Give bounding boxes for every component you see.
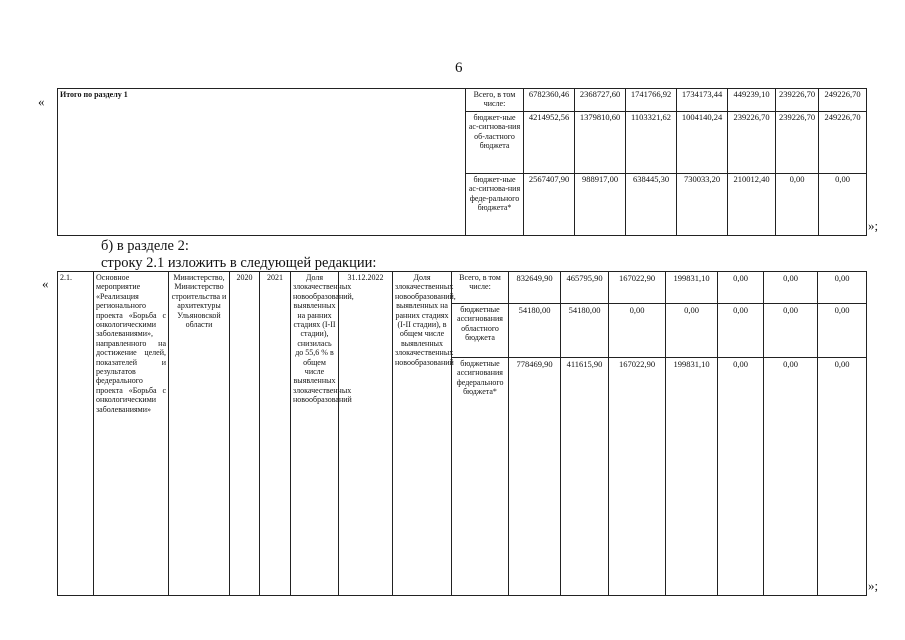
row21-target-indicator: Доля злокачественных новообразований, выявленных на ранних стадиях (I-II стадии), снизилась до 55,6 % в общем числе выявленных злокачественных новообразований xyxy=(291,272,339,596)
section1-cell: 0,00 xyxy=(819,174,867,236)
section1-cell: 0,00 xyxy=(776,174,819,236)
row21-cell: 0,00 xyxy=(764,358,818,596)
section1-cell: 210012,40 xyxy=(728,174,776,236)
row21-cell: 411615,90 xyxy=(561,358,609,596)
row21-cell: 167022,90 xyxy=(609,358,666,596)
row21-cell: 0,00 xyxy=(609,304,666,358)
section1-cell: 1004140,24 xyxy=(677,112,728,174)
section1-cell: 2567407,90 xyxy=(524,174,575,236)
row21-cell: 199831,10 xyxy=(666,272,718,304)
instruction-row21: строку 2.1 изложить в следующей редакции: xyxy=(101,255,377,271)
instruction-section2: б) в разделе 2: xyxy=(101,238,189,254)
section1-source: бюджет-ные ас-сигнова-ния феде-рального бюджета* xyxy=(466,174,524,236)
row21-cell: 778469,90 xyxy=(509,358,561,596)
section1-cell: 2368727,60 xyxy=(575,89,626,112)
section1-label: Итого по разделу 1 xyxy=(58,89,466,236)
closing-quote-1: »; xyxy=(868,218,879,233)
row21-number: 2.1. xyxy=(58,272,94,596)
section1-cell: 449239,10 xyxy=(728,89,776,112)
row21-year-start: 2020 xyxy=(230,272,260,596)
row21-cell: 0,00 xyxy=(818,272,867,304)
section1-cell: 6782360,46 xyxy=(524,89,575,112)
section1-cell: 249226,70 xyxy=(819,112,867,174)
row21-cell: 832649,90 xyxy=(509,272,561,304)
row21-indicator: Доля злокачественных новообразований, выявленных на ранних стадиях (I-II стадии), в общем числе выявленных злокачественных новообразований xyxy=(393,272,452,596)
row21-cell: 0,00 xyxy=(718,304,764,358)
section1-source: Всего, в том числе: xyxy=(466,89,524,112)
row21-year-end: 2021 xyxy=(260,272,291,596)
row21-table xyxy=(57,271,867,596)
section1-cell: 249226,70 xyxy=(819,89,867,112)
row21-cell: 0,00 xyxy=(718,358,764,596)
section1-cell: 638445,30 xyxy=(626,174,677,236)
row21-source: Всего, в том числе: xyxy=(452,272,509,304)
section1-cell: 4214952,56 xyxy=(524,112,575,174)
row21-cell: 0,00 xyxy=(818,304,867,358)
opening-quote-2: « xyxy=(42,276,49,291)
row21-cell: 0,00 xyxy=(818,358,867,596)
row21-cell: 0,00 xyxy=(666,304,718,358)
page-number: 6 xyxy=(455,60,463,76)
section1-cell: 239226,70 xyxy=(776,112,819,174)
row21-cell: 465795,90 xyxy=(561,272,609,304)
row21-cell: 199831,10 xyxy=(666,358,718,596)
section1-cell: 1734173,44 xyxy=(677,89,728,112)
section1-cell: 988917,00 xyxy=(575,174,626,236)
section1-totals-table xyxy=(57,88,867,236)
section1-cell: 239226,70 xyxy=(776,89,819,112)
row21-cell: 0,00 xyxy=(764,272,818,304)
row21-cell: 54180,00 xyxy=(509,304,561,358)
section1-source: бюджет-ные ас-сигнова-ния об-ластного бюджета xyxy=(466,112,524,174)
opening-quote-1: « xyxy=(38,94,45,109)
section1-cell: 1741766,92 xyxy=(626,89,677,112)
closing-quote-2: »; xyxy=(868,578,879,593)
row21-date: 31.12.2022 xyxy=(339,272,393,596)
row21-cell: 167022,90 xyxy=(609,272,666,304)
section1-cell: 239226,70 xyxy=(728,112,776,174)
section1-cell: 1103321,62 xyxy=(626,112,677,174)
row21-measure: Основное мероприятие «Реализация регионального проекта «Борьба с онкологическими заболеваниями», направленного на достижение целей, показателей и результатов федерального проекта «Борьба с онкологическими заболеваниями» xyxy=(94,272,169,596)
row21-cell: 0,00 xyxy=(718,272,764,304)
section1-cell: 730033,20 xyxy=(677,174,728,236)
row21-cell: 54180,00 xyxy=(561,304,609,358)
row21-source: бюджетные ассигнования федерального бюджета* xyxy=(452,358,509,596)
row21-cell: 0,00 xyxy=(764,304,818,358)
row21-source: бюджетные ассигнования областного бюджета xyxy=(452,304,509,358)
section1-cell: 1379810,60 xyxy=(575,112,626,174)
row21-executor: Министерство, Министерство строительства и архитектуры Ульяновской области xyxy=(169,272,230,596)
